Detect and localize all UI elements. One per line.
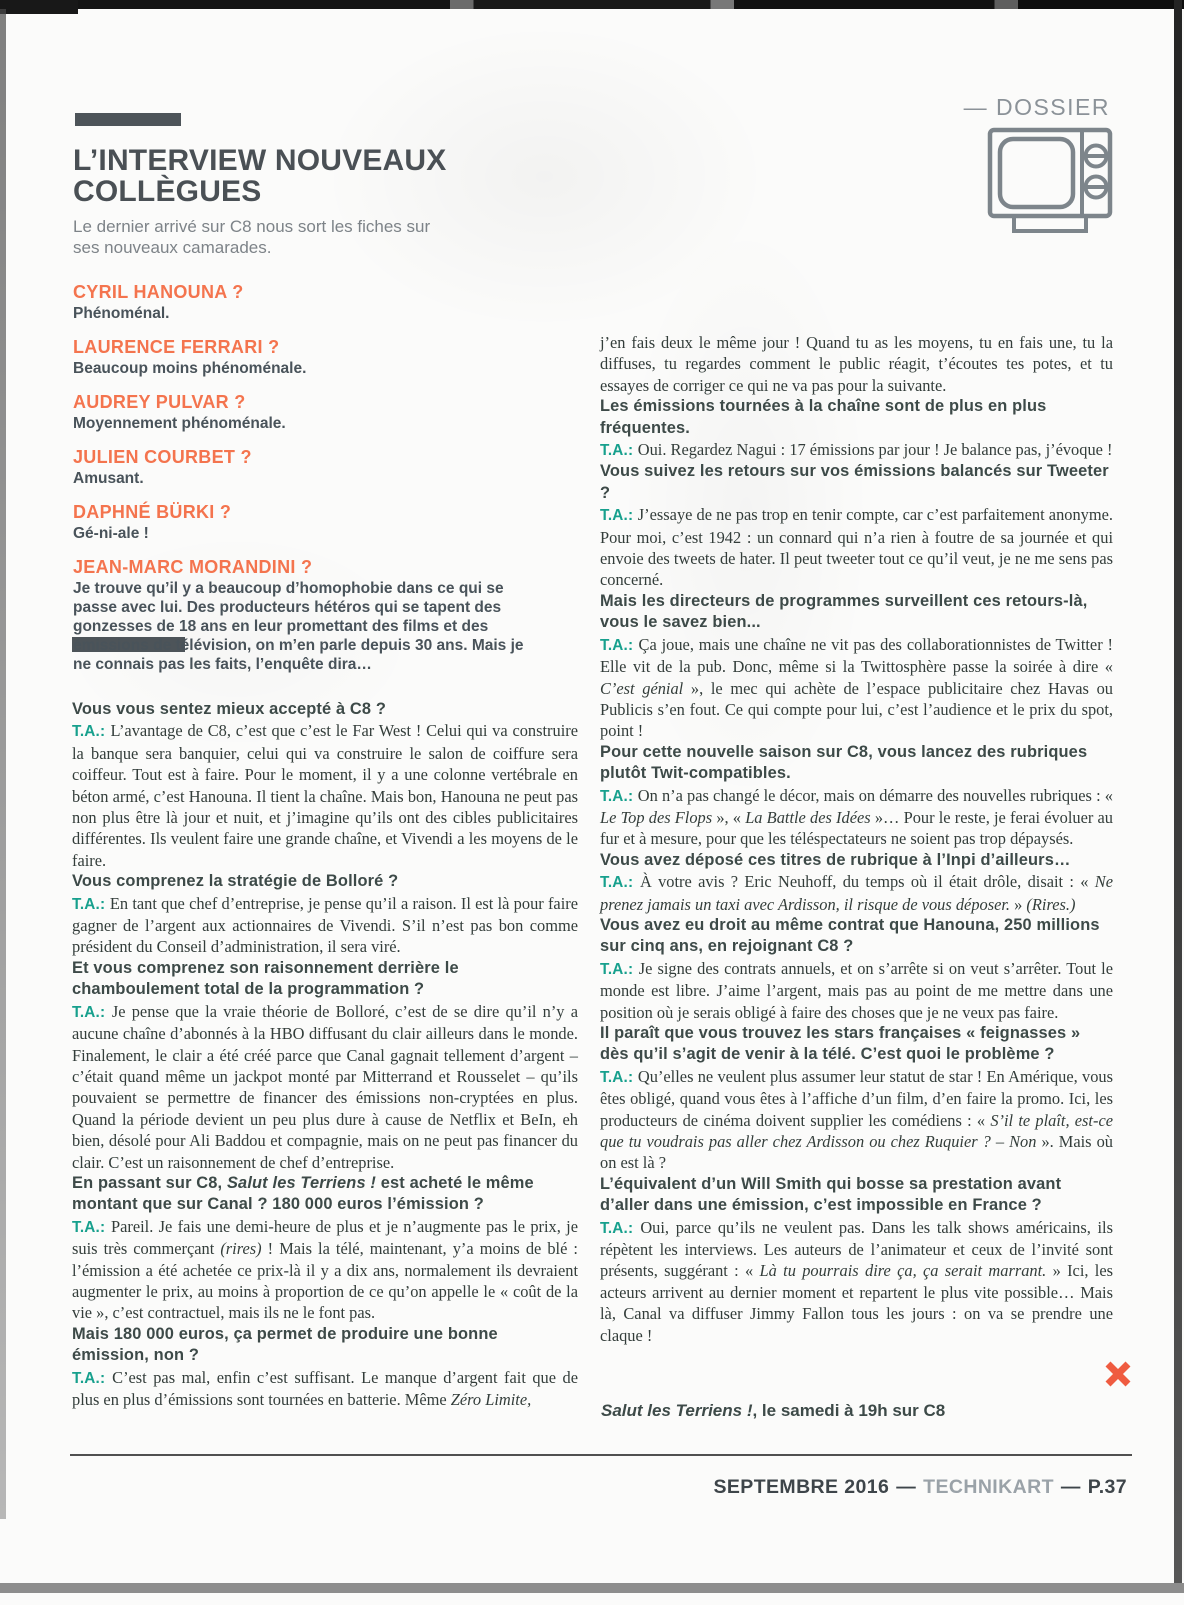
- interview-answer: T.A.: J’essaye de ne pas trop en tenir compte, car c’est parfaitement anonyme. Pour moi, c’est 1942 : un connard qui n’a rien à foutre de sa journée et qui envoie des tweets de hater. Il peut tweeter tout ce qu’il veut, je ne me sens pas concerné.: [600, 505, 1113, 590]
- intro-people: [73, 282, 543, 674]
- speaker-label: T.A.:: [600, 442, 638, 460]
- person-answer: Phénoménal.: [73, 305, 170, 322]
- speaker-label: T.A.:: [72, 1369, 113, 1387]
- speaker-label: T.A.:: [72, 723, 111, 741]
- outro-show-title: Salut les Terriens !: [601, 1401, 753, 1420]
- footer-date: SEPTEMBRE 2016: [713, 1476, 890, 1498]
- speaker-label: T.A.:: [600, 960, 639, 978]
- intro-person: [73, 557, 543, 674]
- person-name: JULIEN COURBET ?: [73, 447, 252, 467]
- intro-person: [73, 282, 543, 323]
- interview-answer: j’en fais deux le même jour ! Quand tu as les moyens, tu en fais une, tu la diffuses, tu regardes comment le public réagit, t’écoutes tes potes, et tu essayes de corriger ce qui ne va pas pour la suivante.: [600, 333, 1113, 395]
- intro-person: [73, 392, 543, 433]
- footer-page-number: P.37: [1087, 1476, 1127, 1498]
- dossier-label: — DOSSIER: [963, 94, 1110, 120]
- intro-person: [73, 502, 543, 543]
- interview-column-left: [72, 699, 578, 1410]
- speaker-label: T.A.:: [600, 1219, 641, 1237]
- interview-answer: T.A.: Oui. Regardez Nagui : 17 émissions par jour ! Je balance pas, j’évoque !: [600, 440, 1113, 460]
- page-title: L’INTERVIEW NOUVEAUX COLLÈGUES: [73, 144, 447, 208]
- person-answer: Moyennement phénoménale.: [73, 415, 286, 432]
- person-name: DAPHNÉ BÜRKI ?: [73, 502, 232, 522]
- intro-person: [73, 337, 543, 378]
- interview-question: Vous comprenez la stratégie de Bolloré ?: [72, 872, 399, 891]
- speaker-label: T.A.:: [72, 1003, 112, 1021]
- interview-question: Et vous comprenez son raisonnement derrière le chamboulement total de la programmation ?: [72, 958, 459, 999]
- interview-question: Pour cette nouvelle saison sur C8, vous lancez des rubriques plutôt Twit-compatibles.: [600, 742, 1088, 783]
- speaker-label: T.A.:: [600, 874, 640, 892]
- interview-answer: T.A.: C’est pas mal, enfin c’est suffisant. Le manque d’argent fait que de plus en plus d’émissions sont tournées en batterie. Même Zéro Limite,: [72, 1367, 578, 1409]
- scan-left-edge: [0, 9, 6, 1519]
- interview-question: Mais les directeurs de programmes surveillent ces retours-là, vous le savez bien...: [600, 591, 1088, 632]
- interview-answer: T.A.: À votre avis ? Eric Neuhoff, du temps où il était drôle, disait : « Ne prenez jamais un taxi avec Ardisson, il risque de vous déposer. » (Rires.): [600, 872, 1113, 914]
- interview-question: En passant sur C8, Salut les Terriens ! est acheté le même montant que sur Canal ? 180 000 euros l’émission ?: [72, 1173, 534, 1214]
- scan-bottom-edge: [0, 1583, 1184, 1593]
- speaker-label: T.A.:: [600, 507, 638, 525]
- person-answer: Je trouve qu’il y a beaucoup d’homophobie dans ce qui se passe avec lui. Des producteurs hétéros qui se tapent des gonzesses de 18 ans en leur promettant des films et des émissions de télévision, on m’en parle depuis 30 ans. Mais je ne connais pas les faits, l’enquête dira…: [73, 580, 524, 673]
- interview-question: L’équivalent d’un Will Smith qui bosse sa prestation avant d’aller dans une émission, c’est impossible en France ?: [600, 1174, 1062, 1215]
- person-name: LAURENCE FERRARI ?: [73, 337, 280, 357]
- speaker-label: T.A.:: [600, 636, 639, 654]
- interview-answer: T.A.: L’avantage de C8, c’est que c’est le Far West ! Celui qui va construire la banque sera banquier, celui qui va construire le salon de coiffure sera coiffeur. Tout est à faire. Pour le moment, il y a une colonne vertébrale en béton armé, c’est Hanouna. Il tient la chaîne. Mais bon, Hanouna ne peut pas non plus être là jour et nuit, et j’imagine qu’ils ont des cibles publicitaires différentes. Ils veulent faire une grande chaîne, et Vivendi a les moyens de le faire.: [72, 721, 578, 870]
- scan-top-edge: [0, 0, 1184, 9]
- interview-answer: T.A.: Qu’elles ne veulent plus assumer leur statut de star ! En Amérique, vous êtes obligé, quand vous êtes à l’affiche d’un film, d’en faire la promo. Ici, les producteurs de cinéma doivent supplier les comédiens : « S’il te plaît, est-ce que tu voudrais pas aller chez Ardisson ou chez Ruquier ? – Non ». Mais où on est là ?: [600, 1066, 1113, 1173]
- footer-magazine: TECHNIKART: [923, 1476, 1054, 1498]
- interview-question: Vous avez eu droit au même contrat que Hanouna, 250 millions sur cinq ans, en rejoignant C8 ?: [600, 915, 1100, 956]
- speaker-label: T.A.:: [600, 1068, 638, 1086]
- person-name: JEAN-MARC MORANDINI ?: [73, 557, 313, 577]
- interview-question: Mais 180 000 euros, ça permet de produire une bonne émission, non ?: [72, 1324, 498, 1365]
- intro-person: [73, 447, 543, 488]
- interview-answer: T.A.: Ça joue, mais une chaîne ne vit pas des collaborationnistes de Twitter ! Elle vit de la pub. Donc, même si la Twittosphère passe la soirée à dire « C’est génial », le mec qui achète de l’espace publicitaire chez Havas ou Publicis s’en fout. Ce qui compte pour lui, c’est l’audience et le prix du spot, point !: [600, 634, 1113, 741]
- person-answer: Amusant.: [73, 470, 144, 487]
- tv-icon: [986, 126, 1120, 241]
- article-end-x-icon: [1104, 1360, 1134, 1390]
- speaker-label: T.A.:: [72, 1218, 111, 1236]
- section-marker-bar: [75, 113, 181, 126]
- interview-question: Vous suivez les retours sur vos émissions balancés sur Tweeter ?: [600, 462, 1109, 502]
- interview-answer: T.A.: En tant que chef d’entreprise, je pense qu’il a raison. Il est là pour faire gagner de l’argent aux actionnaires de Vivendi. S’il n’est pas bon comme président du Conseil d’administration, il sera viré.: [72, 893, 578, 957]
- person-answer: Gé-ni-ale !: [73, 525, 149, 542]
- person-name: AUDREY PULVAR ?: [73, 392, 246, 412]
- interview-answer: T.A.: On n’a pas changé le décor, mais on démarre des nouvelles rubriques : « Le Top des Flops », « La Battle des Idées »… Pour le reste, je ferai évoluer au fur et à mesure, pour que les téléspectateurs ne soient pas trop dépaysés.: [600, 785, 1114, 849]
- interview-question: Vous vous sentez mieux accepté à C8 ?: [72, 700, 387, 718]
- interview-answer: T.A.: Pareil. Je fais une demi-heure de plus et je n’augmente pas le prix, je suis très commerçant (rires) ! Mais la télé, maintenant, y’a moins de blé : l’émission a été achetée ce prix-là il y a dix ans, normalement ils devraient augmenter le prix, au moins à proportion de ce qu’on appelle le « coût de la vie », c’est contractuel, mais ils ne le font pas.: [72, 1216, 578, 1323]
- interview-answer: T.A.: Je pense que la vraie théorie de Bolloré, c’est de se dire qu’il n’y a aucune chaîne d’abonnés à la HBO diffusant du clair ailleurs dans le monde. Finalement, le clair a été créé parce que Canal gagnait tellement d’argent – c’était quand même un jackpot monté par Mitterrand et Rousselet – qu’ils pouvaient se permettre de financer des émissions non-cryptées en plus. Quand la période devient un peu plus dure à cause de Netflix et BeIn, eh bien, désolé pour Ali Baddou et compagnie, mais on ne peut pas financer du clair. C’est un raisonnement de chef d’entreprise.: [72, 1001, 578, 1172]
- speaker-label: T.A.:: [600, 787, 638, 805]
- interview-answer: T.A.: Oui, parce qu’ils ne veulent pas. Dans les talk shows américains, ils répètent les interviews. Les auteurs de l’animateur et ceux de l’invité sont présents, suggérant : « Là tu pourrais dire ça, ça serait marrant. » Ici, les acteurs arrivent au dernier moment et repartent le plus vite possible… Mais là, Canal va diffuser Jimmy Fallon tous les jours : on va se prendre une claque !: [600, 1217, 1113, 1345]
- footer-rule: [70, 1454, 1132, 1456]
- scan-right-edge: [1174, 0, 1182, 1586]
- scan-top-corner: [0, 0, 78, 14]
- page-subtitle: Le dernier arrivé sur C8 nous sort les fiches sur ses nouveaux camarades.: [73, 217, 431, 257]
- footer-text: [713, 1475, 1127, 1499]
- speaker-label: T.A.:: [72, 895, 110, 913]
- interview-answer: T.A.: Je signe des contrats annuels, et on s’arrête si on veut s’arrêter. Tout le monde est libre. J’aime l’argent, mais pas au point de me mettre dans une position où je serais obligé à faire des choses que je ne veux pas faire.: [600, 958, 1113, 1022]
- interview-question: Vous avez déposé ces titres de rubrique à l’Inpi d’ailleurs…: [600, 850, 1071, 869]
- footer-dash: —: [1060, 1476, 1081, 1498]
- footer-dash: —: [896, 1476, 917, 1498]
- person-answer: Beaucoup moins phénoménale.: [73, 360, 307, 377]
- intro-block: [73, 145, 543, 688]
- outro-rest: , le samedi à 19h sur C8: [752, 1401, 946, 1420]
- interview-question: Il paraît que vous trouvez les stars françaises « feignasses » dès qu’il s’agit de venir à la télé. C’est quoi le problème ?: [600, 1024, 1081, 1064]
- person-name: CYRIL HANOUNA ?: [73, 282, 244, 302]
- interview-column-right: [600, 332, 1113, 1346]
- outro-line: [601, 1400, 1121, 1422]
- interview-question: Les émissions tournées à la chaîne sont de plus en plus fréquentes.: [600, 397, 1047, 437]
